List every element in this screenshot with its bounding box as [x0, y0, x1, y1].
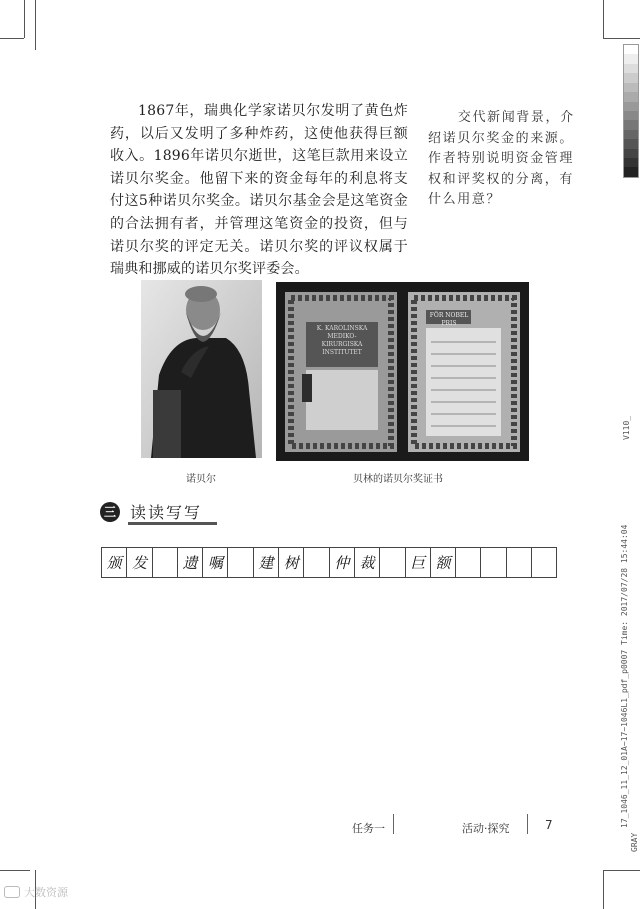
crop-mark [603, 870, 604, 909]
margin-annotation: 交代新闻背景，介绍诺贝尔奖金的来源。作者特别说明资金管理权和评奖权的分离，有什么用意？ [428, 110, 575, 208]
certificate-caption: 贝林的诺贝尔奖证书 [353, 474, 443, 485]
certificate-right-panel-text: FÖR NOBEL PRIS [429, 312, 469, 327]
crop-mark [0, 38, 24, 39]
vocab-cell: 额 [431, 548, 456, 577]
certificate-photo [276, 282, 529, 461]
footer-activity-label: 活动·探究 [462, 822, 510, 835]
section-heading [100, 500, 202, 523]
print-code: V110_ [622, 415, 631, 440]
vocab-cell [153, 548, 178, 577]
vocab-cell: 建 [254, 548, 279, 577]
watermark [4, 884, 68, 900]
crop-mark [0, 870, 30, 871]
footer-task-label: 任务一 [352, 822, 385, 835]
crop-mark [603, 870, 640, 871]
vocab-cell: 嘱 [203, 548, 228, 577]
vocab-cell [507, 548, 532, 577]
vocab-cell [481, 548, 506, 577]
body-paragraph: 1867年，瑞典化学家诺贝尔发明了黄色炸药，以后又发明了多种炸药，这使他获得巨额收入。1896年诺贝尔逝世，这笔巨款用来设立诺贝尔奖金。他留下来的资金每年的利息将支付这5种诺贝尔奖金。诺贝尔基金会是这笔资金的合法拥有者，并管理这笔资金的投资，但与诺贝尔奖的评定无关。诺贝尔奖的评议权属于瑞典和挪威的诺贝尔奖评委会。 [110, 103, 408, 278]
vocab-cell [228, 548, 253, 577]
crop-mark [603, 38, 640, 39]
page-number: 7 [545, 818, 553, 832]
footer-divider [393, 814, 394, 834]
crop-mark [603, 0, 604, 38]
section-number-badge: 三 [100, 502, 120, 522]
section-underline [128, 522, 217, 525]
vocabulary-grid [101, 547, 557, 578]
grayscale-calibration-bar [623, 44, 639, 178]
vocab-cell [532, 548, 556, 577]
portrait-caption: 诺贝尔 [186, 474, 216, 485]
vocab-cell: 颁 [102, 548, 127, 577]
vocab-cell [380, 548, 405, 577]
section-title: 读读写写 [130, 503, 203, 522]
watermark-text: 大数资源 [24, 886, 68, 899]
vocab-cell [456, 548, 481, 577]
vocab-cell: 发 [127, 548, 152, 577]
vocab-cell [304, 548, 329, 577]
vocab-cell: 仲 [330, 548, 355, 577]
vocab-cell: 巨 [406, 548, 431, 577]
print-file-info: 17_1046_11_12_01A~17~1046L1_pdf_p0007 Time: 2017/07/28 15:44:04 [620, 524, 629, 828]
crop-mark [24, 0, 25, 38]
vocab-cell: 裁 [355, 548, 380, 577]
watermark-icon [4, 886, 20, 898]
print-file-info-tail: GRAY [630, 832, 639, 852]
vocab-cell: 遗 [178, 548, 203, 577]
vocab-cell: 树 [279, 548, 304, 577]
nobel-portrait-photo [141, 280, 262, 458]
certificate-left-panel-text: K. KAROLINSKA MEDIKO-KIRURGISKA INSTITUTET [316, 325, 368, 356]
crop-mark [35, 0, 36, 50]
footer-divider [527, 814, 528, 834]
